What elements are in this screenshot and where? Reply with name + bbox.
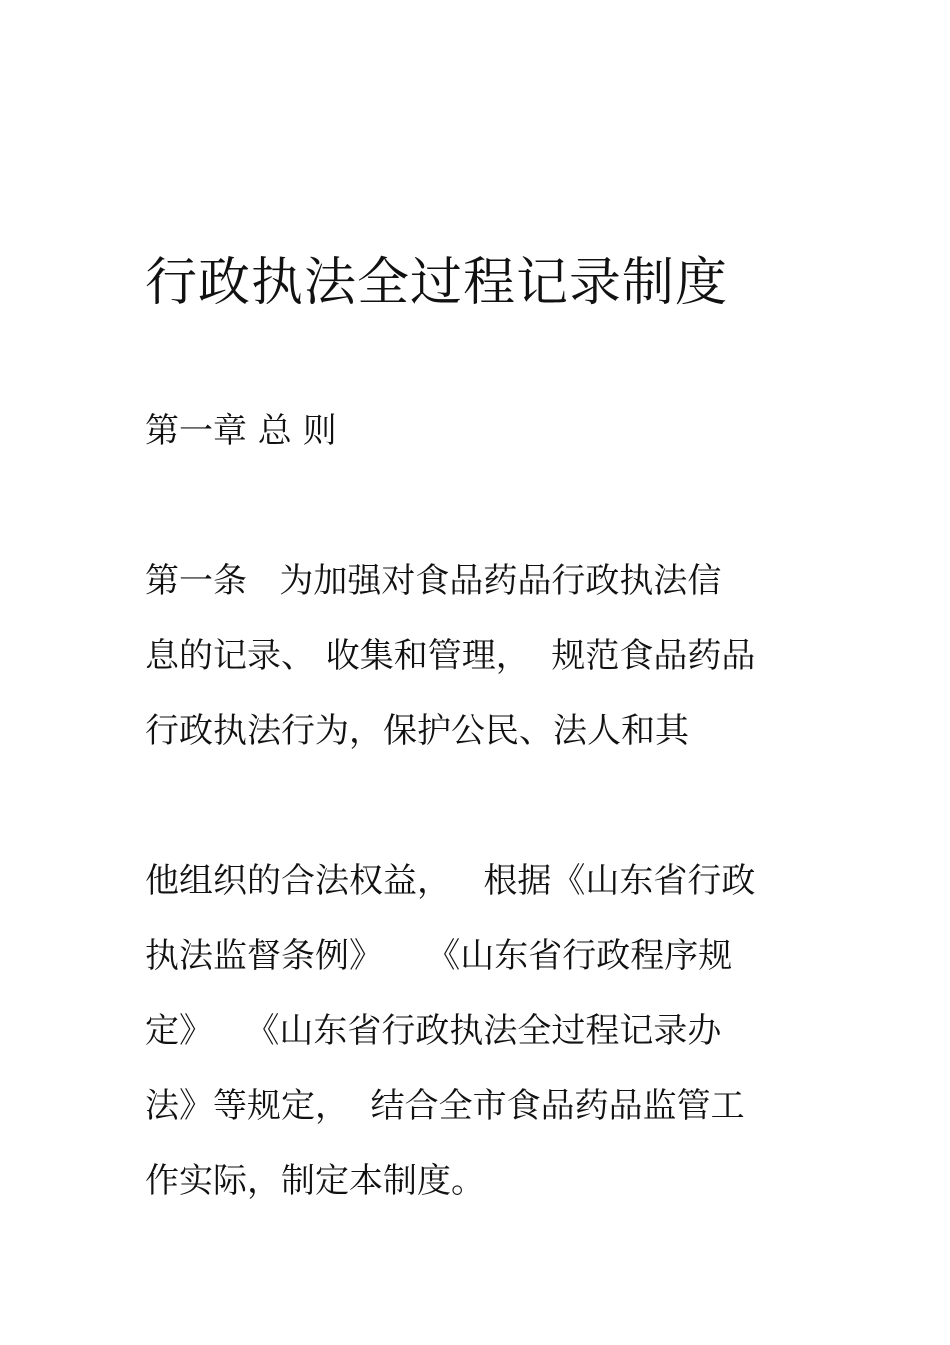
chapter-heading: 第一章 总 则 bbox=[145, 411, 337, 451]
article-line: 息的记录、 收集和管理， 规范食品药品 bbox=[145, 636, 756, 676]
article-line: 法》等规定， 结合全市食品药品监管工 bbox=[145, 1086, 745, 1126]
article-line: 定》 《山东省行政执法全过程记录办 bbox=[145, 1011, 722, 1051]
document-title: 行政执法全过程记录制度 bbox=[145, 253, 729, 313]
article-line: 执法监督条例》 《山东省行政程序规 bbox=[145, 936, 733, 976]
article-line: 作实际，制定本制度。 bbox=[145, 1161, 485, 1201]
article-line: 第一条 为加强对食品药品行政执法信 bbox=[145, 561, 722, 601]
article-line: 他组织的合法权益， 根据《山东省行政 bbox=[145, 861, 756, 901]
article-line: 行政执法行为，保护公民、法人和其 bbox=[145, 711, 689, 751]
